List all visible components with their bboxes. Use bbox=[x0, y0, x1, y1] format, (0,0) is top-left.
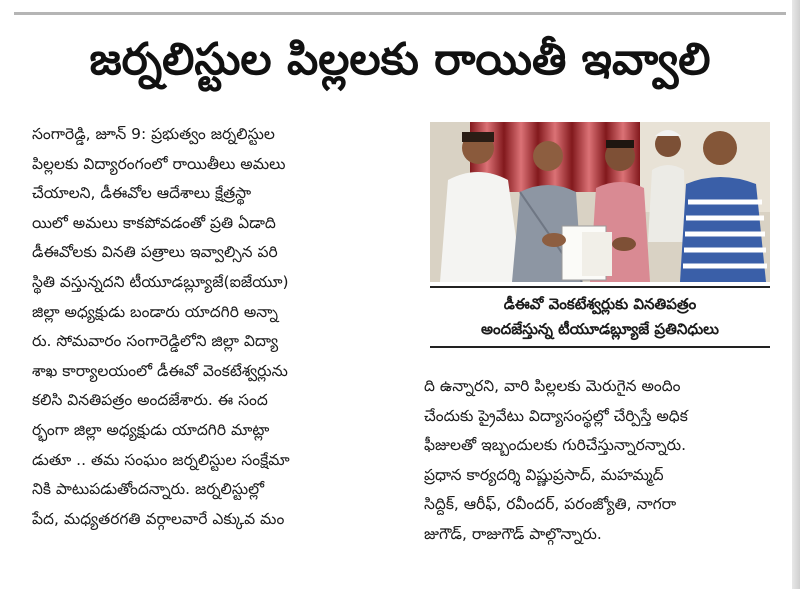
body-line: సంగారెడ్డి, జూన్ 9: ప్రభుత్వం జర్నలిస్టుల bbox=[32, 125, 275, 143]
article-body-right bbox=[424, 372, 774, 550]
page-edge bbox=[792, 0, 800, 589]
body-line: పిల్లలకు విద్యారంగంలో రాయితీలు అమలు bbox=[32, 154, 286, 173]
body-line: నికి పాటుపడుతోందన్నారు. జర్నలిస్టుల్లో bbox=[32, 480, 265, 499]
article-body-left bbox=[32, 120, 416, 534]
body-line: పేద, మధ్యతరగతి వర్గాలవారే ఎక్కువ మం bbox=[32, 509, 285, 528]
body-line: డుతూ .. తమ సంఘం జర్నలిస్టుల సంక్షేమా bbox=[32, 450, 290, 469]
body-line: చేందుకు ప్రైవేటు విద్యాసంస్థల్లో చేర్పిస్తే అధిక bbox=[424, 406, 688, 425]
body-line: యిలో అమలు కాకపోవడంతో ప్రతి ఏడాది bbox=[32, 213, 276, 232]
headline: జర్నలిస్టుల పిల్లలకు రాయితీ ఇవ్వాలి bbox=[89, 34, 711, 85]
caption-line-2: అందజేస్తున్న టీయూడబ్ల్యూజే ప్రతినిధులు bbox=[481, 320, 719, 338]
body-line: ఫీజులతో ఇబ్బందులకు గురిచేస్తున్నారన్నారు. bbox=[424, 436, 687, 455]
body-line: జుగౌడ్, రాజుగౌడ్ పాల్గొన్నారు. bbox=[424, 524, 602, 543]
body-line: శాఖ కార్యాలయంలో డీఈవో వెంకటేశ్వర్లును bbox=[32, 361, 288, 380]
body-line: స్థితి వస్తున్నదని టీయూడబ్ల్యూజే(ఐజేయూ) bbox=[32, 272, 289, 291]
top-rule bbox=[14, 12, 786, 15]
caption-line-1: డీఈవో వెంకటేశ్వర్లుకు వినతిపత్రం bbox=[503, 295, 697, 313]
news-photo-illustration bbox=[430, 122, 770, 282]
body-line: సిద్దిక్, ఆరీఫ్, రవీందర్, పరంజ్యోతి, నాగరా bbox=[424, 495, 677, 514]
body-line: డీఈవోలకు వినతి పత్రాలు ఇవ్వాల్సిన పరి bbox=[32, 243, 278, 262]
body-line: చేయాలని, డీఈవోల ఆదేశాలు క్షేత్రస్థా bbox=[32, 184, 252, 203]
body-line: ర్భంగా జిల్లా అధ్యక్షుడు యాదగిరి మాట్లా bbox=[32, 420, 270, 439]
body-line: కలిసి వినతిపత్రం అందజేశారు. ఈ సంద bbox=[32, 391, 268, 410]
body-line: ది ఉన్నారని, వారి పిల్లలకు మెరుగైన అందిం bbox=[424, 377, 681, 395]
body-line: రు. సోమవారం సంగారెడ్డిలోని జిల్లా విద్యా bbox=[32, 332, 279, 351]
body-line: ప్రధాన కార్యదర్శి విష్ణుప్రసాద్, మహమ్మద్ bbox=[424, 465, 664, 484]
news-photo bbox=[430, 122, 770, 282]
body-line: జిల్లా అధ్యక్షుడు బండారు యాదగిరి అన్నా bbox=[32, 302, 278, 321]
photo-caption bbox=[430, 286, 770, 348]
